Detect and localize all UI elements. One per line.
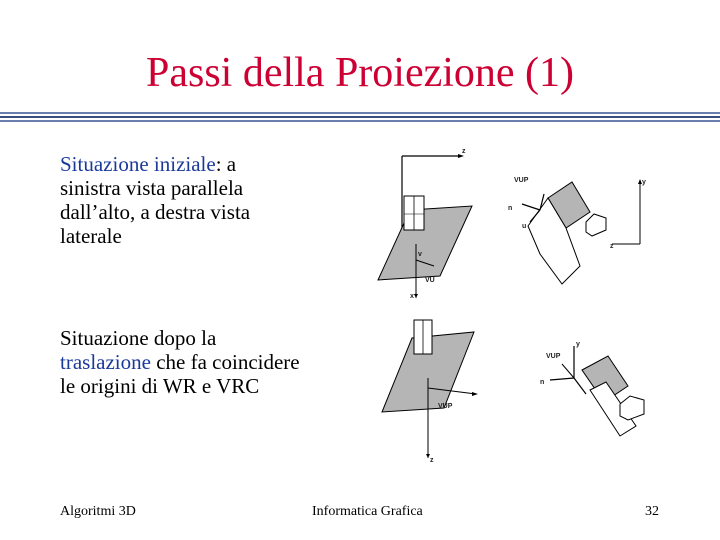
axis-label-z-bottom: z [430,457,434,464]
axis-label-y-bottom: y [576,341,580,348]
slide-title: Passi della Proiezione (1) [145,50,575,96]
page-number: 32 [645,504,659,519]
paragraph-initial-situation [60,152,300,248]
vu-label: VU [425,277,435,284]
footer-course-name: Informatica Grafica [312,504,423,519]
figure-top-view-translated [368,316,484,464]
axis-label-n-bottom: n [540,379,545,386]
figure-side-view-initial [500,170,660,290]
vup-label-bottom-right: VUP [546,353,561,360]
paragraph-translation-text: che fa coincidere le origini di WR e VRC [60,350,300,398]
paragraph-initial-text: : a sinistra vista parallela dall’alto, a destra vista laterale [60,152,251,248]
axis-label-z: z [462,148,466,155]
vup-label: VUP [514,177,529,184]
axis-label-x: x [410,293,414,300]
axis-label-u: u [522,223,527,230]
highlight-translation: traslazione [60,350,151,374]
vup-label-bottom: VUP [438,403,453,410]
highlight-initial-situation: Situazione iniziale [60,152,216,176]
figure-top-view-initial [370,148,482,300]
paragraph-translation [60,326,300,398]
title-divider [0,112,720,124]
axis-label-y: y [642,179,646,186]
axis-label-n: n [508,205,513,212]
footer-course-topic: Algoritmi 3D [60,504,136,519]
axis-label-v: v [418,251,422,258]
axis-label-z-side: z [610,243,614,250]
figure-side-view-translated [520,340,670,470]
paragraph-translation-lead: Situazione dopo la [60,326,217,350]
